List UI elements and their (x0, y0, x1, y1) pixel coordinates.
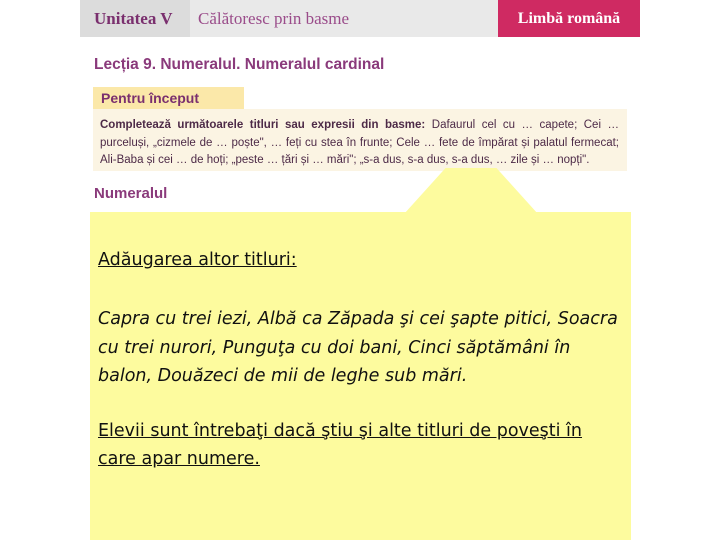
unit-title: Călătoresc prin basme (198, 9, 350, 28)
note-heading: Adăugarea altor titluri: (98, 250, 297, 270)
note-titles-list: Capra cu trei iezi, Albă ca Zăpada şi cei şapte pitici, Soacra cu trei nurori, Punguţa cu doi bani, Cinci săptămâni în balon, Douăzeci de mii de leghe sub mări. (98, 309, 618, 386)
note-box (90, 212, 631, 540)
section-heading: Numeralul (94, 185, 168, 202)
intro-titles: Dafaurul cel cu … capete; Cei … purceluși, „cizmele de … poște", … feți cu stea în frunte; Cele … fete de împărat și palatul fermecat; Ali-Baba și cei … de hoți; „peste … țări și … mări"; „s-a dus, s-a dus, s-a dus, … zile și … nopți". (100, 119, 619, 166)
subject-label: Limbă română (498, 0, 640, 37)
lesson-title: Lecția 9. Numeralul. Numeralul cardinal (94, 56, 385, 73)
intro-instruction: Completează următoarele titluri sau expresii din basme: (100, 119, 426, 131)
unit-label: Unitatea V (80, 0, 190, 37)
note-tab (404, 168, 538, 214)
intro-exercise (93, 109, 627, 171)
note-question: Elevii sunt întrebaţi dacă ştiu şi alte titluri de poveşti în care apar numere. (98, 420, 583, 469)
intro-label: Pentru început (93, 87, 244, 109)
